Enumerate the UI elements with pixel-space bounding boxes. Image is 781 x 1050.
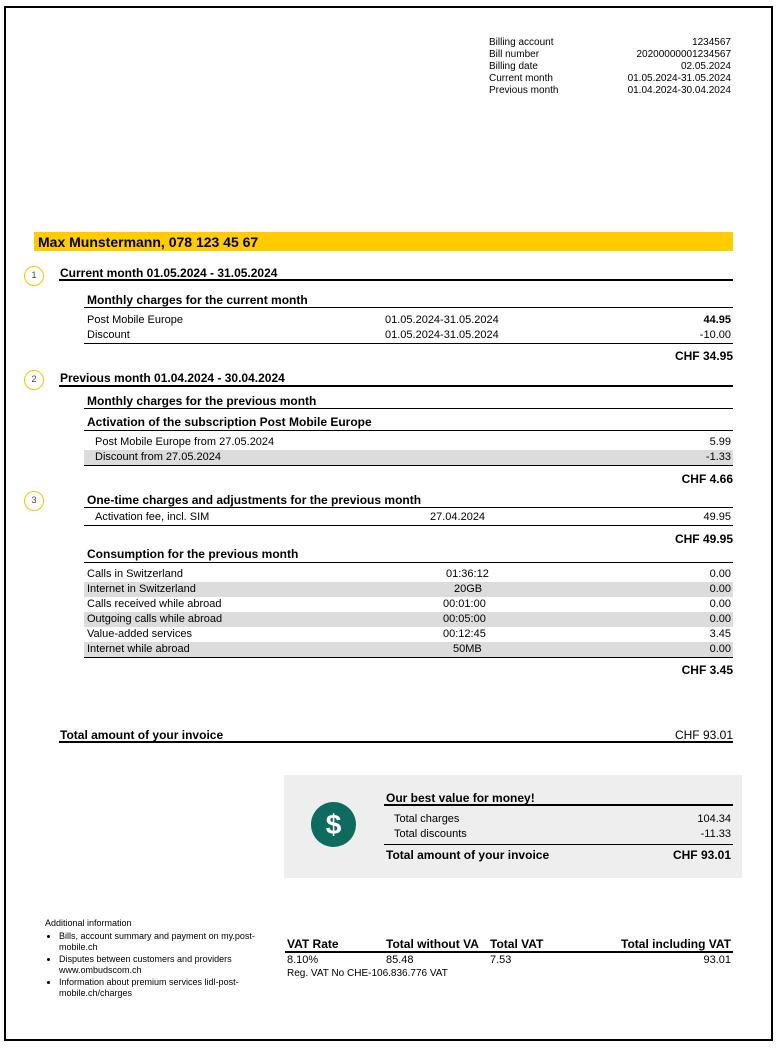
best-value-sub-rule [384,844,733,845]
charge-amount: 44.95 [703,314,731,326]
vat-total-value: 7.53 [490,954,512,966]
vat-rate-header: VAT Rate [287,937,339,951]
previous-discount-row [84,450,733,465]
current-subtotal: CHF 34.95 [674,349,733,363]
bill-number-row [489,49,731,61]
vat-registration: Reg. VAT No CHE-106.836.776 VAT [287,968,448,979]
section-marker-3: 3 [24,491,44,511]
total-charges-amount: 104.34 [697,813,731,825]
consumption-label: Calls in Switzerland [87,568,183,580]
consumption-subtotal: CHF 3.45 [681,663,733,677]
onetime-date: 27.04.2024 [430,511,486,523]
current-month-value: 01.05.2024-31.05.2024 [627,73,731,84]
section-marker-2: 2 [24,370,44,390]
vat-without-header: Total without VA [386,937,479,951]
charge-label: Post Mobile Europe [87,314,183,326]
consumption-row [84,642,733,657]
invoice-total-rule [59,741,733,743]
total-discounts-label: Total discounts [394,828,467,840]
consumption-label: Value-added services [87,628,192,640]
current-charges-rule [84,307,733,308]
best-value-total-amount: CHF 93.01 [672,848,731,862]
list-item: • Information about premium services lidl-post-mobile.ch/charges [59,977,265,999]
current-discount-row [84,328,733,343]
total-discounts-amount: -11.33 [700,828,731,840]
billing-date-row [489,61,731,73]
consumption-amount: 0.00 [709,643,731,655]
current-month-row [489,73,731,85]
consumption-row [84,597,733,612]
invoice-total-amount: CHF 93.01 [674,728,733,742]
consumption-usage: 20GB [454,583,483,595]
vat-including-header: Total including VAT [621,937,731,951]
section-marker-1: 1 [24,266,44,286]
activation-title: Activation of the subscription Post Mobile Europe [87,415,372,429]
consumption-usage: 00:12:45 [443,628,486,640]
consumption-amount: 3.45 [709,628,731,640]
activation-rule [84,430,733,431]
consumption-row [84,567,733,582]
billing-account-value: 1234567 [692,37,731,48]
current-month-rule [59,279,733,281]
vat-including-value: 93.01 [703,954,731,966]
current-charge-row [84,313,733,328]
customer-name-bar: Max Munstermann, 078 123 45 67 [34,232,733,251]
consumption-title: Consumption for the previous month [87,547,299,561]
previous-month-value: 01.04.2024-30.04.2024 [627,85,731,96]
invoice-total-label: Total amount of your invoice [60,728,224,742]
bill-number-value: 20200000001234567 [636,49,731,60]
previous-subtotal: CHF 4.66 [681,472,733,486]
current-month-label: Current month [489,73,553,84]
discount-amount: -1.33 [705,451,731,463]
consumption-row [84,612,733,627]
discount-label: Discount [87,329,130,341]
consumption-usage: 01:36:12 [446,568,489,580]
previous-charges-rule [84,408,733,409]
charge-amount: 5.99 [709,436,731,448]
billing-account-label: Billing account [489,37,554,48]
charge-period: 01.05.2024-31.05.2024 [385,314,499,326]
billing-date-value: 02.05.2024 [680,61,731,72]
consumption-usage: 00:01:00 [443,598,486,610]
onetime-rows-rule [84,525,733,526]
billing-date-label: Billing date [489,61,538,72]
bill-number-label: Bill number [489,49,540,60]
vat-rate-value: 8.10% [287,954,319,966]
consumption-rows-rule [84,657,733,658]
additional-information [45,918,265,1000]
onetime-row [84,510,733,525]
billing-info [489,37,731,97]
previous-month-label: Previous month [489,85,559,96]
consumption-amount: 0.00 [709,598,731,610]
consumption-row [84,582,733,597]
onetime-label: Activation fee, incl. SIM [95,511,210,523]
current-month-title: Current month 01.05.2024 - 31.05.2024 [60,266,278,280]
previous-monthly-charges-title: Monthly charges for the previous month [87,394,317,408]
onetime-amount: 49.95 [703,511,731,523]
consumption-label: Outgoing calls while abroad [87,613,223,625]
consumption-amount: 0.00 [709,568,731,580]
discount-period: 01.05.2024-31.05.2024 [385,329,499,341]
current-monthly-charges-title: Monthly charges for the current month [87,293,308,307]
additional-information-title: Additional information [45,918,132,928]
onetime-subtotal: CHF 49.95 [674,532,733,546]
onetime-rule [84,507,733,508]
consumption-rule [84,562,733,563]
additional-information-list [45,931,265,999]
current-rows-rule [84,343,733,344]
vat-total-header: Total VAT [490,937,544,951]
previous-month-rule [59,385,733,387]
best-value-title: Our best value for money! [386,791,535,805]
onetime-title: One-time charges and adjustments for the previous month [87,493,422,507]
best-value-total-label: Total amount of your invoice [386,848,550,862]
consumption-label: Internet while abroad [87,643,190,655]
consumption-label: Internet in Switzerland [87,583,196,595]
consumption-usage: 00:05:00 [443,613,486,625]
list-item: • Disputes between customers and providers www.ombudscom.ch [59,954,265,976]
consumption-usage: 50MB [453,643,482,655]
billing-account-row [489,37,731,49]
list-item: • Bills, account summary and payment on my.post-mobile.ch [59,931,265,953]
discount-label: Discount from 27.05.2024 [95,451,221,463]
previous-rows-rule [84,465,733,466]
discount-amount: -10.00 [699,329,731,341]
previous-charge-row [84,435,733,450]
best-value-rule [384,804,733,806]
vat-without-value: 85.48 [386,954,414,966]
dollar-icon: $ [311,802,356,847]
consumption-amount: 0.00 [709,613,731,625]
total-charges-label: Total charges [394,813,460,825]
consumption-amount: 0.00 [709,583,731,595]
consumption-label: Calls received while abroad [87,598,222,610]
charge-label: Post Mobile Europe from 27.05.2024 [95,436,275,448]
previous-month-row [489,85,731,97]
previous-month-title: Previous month 01.04.2024 - 30.04.2024 [60,371,285,385]
vat-rule [285,951,733,953]
consumption-row [84,627,733,642]
